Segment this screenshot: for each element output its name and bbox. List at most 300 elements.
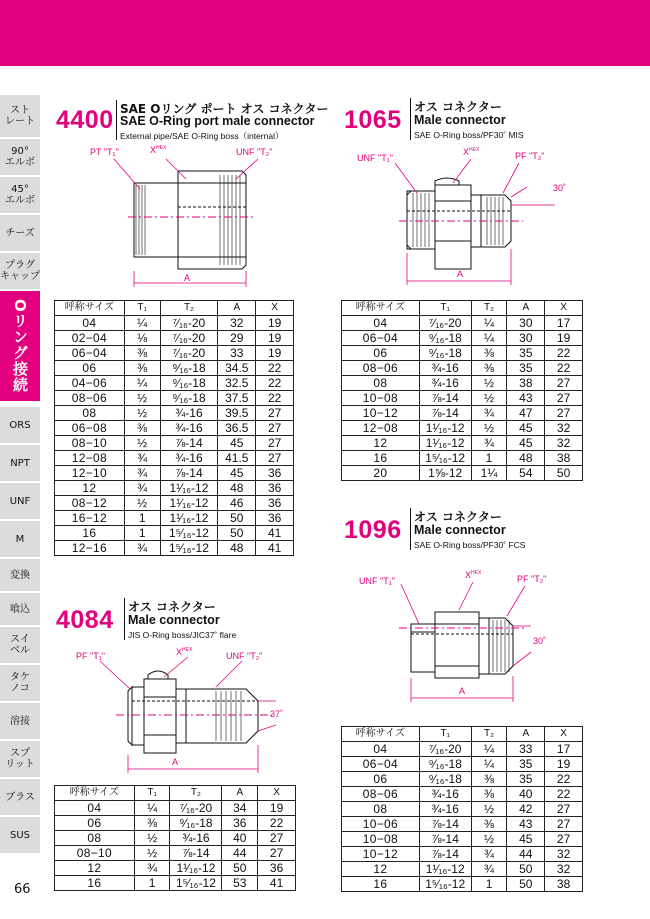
- sidebar-item-bite[interactable]: 喰込: [0, 593, 40, 625]
- product-code-1065: 1065: [344, 106, 402, 134]
- cell-a: 40: [222, 831, 258, 846]
- label-a-1065: A: [457, 269, 464, 279]
- cell-t1: ⅜: [124, 421, 160, 436]
- cell-size: 06−04: [55, 346, 125, 361]
- cell-x: 22: [258, 816, 296, 831]
- cell-a: 50: [222, 861, 258, 876]
- label-t2-1096: PF "T₂": [517, 574, 547, 584]
- cell-size: 10−08: [342, 391, 420, 406]
- cell-x: 36: [256, 511, 294, 526]
- sidebar-item-unf[interactable]: UNF: [0, 483, 40, 519]
- cell-t1: ⅜: [134, 816, 170, 831]
- cell-t2: ¾: [471, 436, 507, 451]
- table-row: [55, 421, 294, 436]
- label-a-4400: A: [184, 273, 191, 283]
- spec-table-1096: [341, 726, 583, 892]
- header-a: A: [222, 786, 258, 801]
- header-a: A: [507, 727, 545, 742]
- cell-size: 08−10: [55, 436, 125, 451]
- table-row: [55, 816, 296, 831]
- label-t1-1096: UNF "T₁": [359, 576, 395, 586]
- cell-a: 41.5: [218, 451, 256, 466]
- header-t2: T₂: [471, 301, 507, 316]
- table-row: [342, 757, 583, 772]
- cell-a: 34.5: [218, 361, 256, 376]
- table-row: [342, 406, 583, 421]
- cell-a: 50: [507, 877, 545, 892]
- cell-t1: 1¹⁄₁₆-12: [419, 421, 471, 436]
- cell-x: 19: [545, 331, 583, 346]
- cell-a: 45: [218, 436, 256, 451]
- cell-size: 08−06: [342, 787, 420, 802]
- product-name-en-1065: Male connector: [414, 113, 506, 127]
- table-row: [342, 772, 583, 787]
- cell-t1: ⅞-14: [419, 847, 471, 862]
- table-row: [55, 406, 294, 421]
- label-a-1096: A: [459, 686, 466, 696]
- cell-size: 06: [342, 772, 420, 787]
- cell-size: 08: [342, 802, 420, 817]
- cell-t1: ⅛: [124, 331, 160, 346]
- cell-a: 53: [222, 876, 258, 891]
- cell-x: 41: [256, 526, 294, 541]
- cell-x: 27: [545, 406, 583, 421]
- label-t1-1065: UNF "T₁": [357, 153, 393, 163]
- cell-t1: ¾: [124, 451, 160, 466]
- cell-t2: 1¹⁄₁₆-12: [170, 861, 222, 876]
- spec-table-4084: [54, 785, 296, 891]
- cell-size: 10−12: [342, 406, 420, 421]
- cell-t1: ¾: [124, 481, 160, 496]
- table-row: [55, 831, 296, 846]
- cell-a: 50: [218, 511, 256, 526]
- table-row: [55, 466, 294, 481]
- cell-size: 08−10: [55, 846, 135, 861]
- table-row: [342, 832, 583, 847]
- cell-x: 22: [256, 391, 294, 406]
- table-row: [342, 862, 583, 877]
- cell-t2: ⅜: [471, 817, 507, 832]
- cell-a: 48: [507, 451, 545, 466]
- table-row: [55, 376, 294, 391]
- cell-x: 27: [545, 802, 583, 817]
- cell-a: 44: [507, 847, 545, 862]
- cell-a: 32.5: [218, 376, 256, 391]
- label-t2-1065: PF "T₂": [515, 151, 545, 161]
- product-sub-1065: SAE O-Ring boss/PF30˚ MIS: [414, 130, 524, 140]
- title-divider: [410, 508, 411, 550]
- cell-t2: ½: [471, 802, 507, 817]
- cell-size: 12: [342, 862, 420, 877]
- diagram-1096: [355, 568, 575, 713]
- cell-a: 44: [222, 846, 258, 861]
- cell-t2: ⁷⁄₁₆-20: [160, 346, 218, 361]
- cell-t1: 1¹⁄₁₆-12: [419, 862, 471, 877]
- cell-a: 45: [507, 832, 545, 847]
- table-header-row: [342, 301, 583, 316]
- table-row: [55, 861, 296, 876]
- cell-t2: ¼: [471, 331, 507, 346]
- cell-size: 12−10: [55, 466, 125, 481]
- cell-t1: ½: [124, 496, 160, 511]
- header-a: A: [218, 301, 256, 316]
- cell-x: 36: [258, 861, 296, 876]
- product-name-jp-1096: オス コネクター: [414, 510, 502, 524]
- cell-a: 54: [507, 466, 545, 481]
- sidebar-item-plug-cap[interactable]: プラグ キャップ: [0, 253, 40, 289]
- cell-t1: ⅞-14: [419, 817, 471, 832]
- table-row: [55, 526, 294, 541]
- product-sub-4400: External pipe/SAE O-Ring boss（internal）: [120, 131, 284, 141]
- header-x: X: [258, 786, 296, 801]
- cell-t1: ¾: [124, 541, 160, 556]
- cell-a: 33: [218, 346, 256, 361]
- cell-size: 06−04: [342, 757, 420, 772]
- sidebar-item-swivel[interactable]: スイ ベル: [0, 627, 40, 663]
- cell-x: 22: [545, 772, 583, 787]
- cell-size: 08: [55, 406, 125, 421]
- title-divider: [116, 100, 117, 140]
- cell-x: 27: [258, 846, 296, 861]
- sidebar-item-elbow-90[interactable]: 90° エルボ: [0, 139, 40, 175]
- table-row: [342, 787, 583, 802]
- cell-t1: 1⅝-12: [419, 466, 471, 481]
- cell-a: 29: [218, 331, 256, 346]
- sidebar-item-conversion[interactable]: 変換: [0, 559, 40, 591]
- header-size: 呼称サイズ: [342, 727, 420, 742]
- cell-a: 42: [507, 802, 545, 817]
- product-name-en-4084: Male connector: [128, 613, 220, 627]
- cell-size: 16: [55, 876, 135, 891]
- cell-t2: ¾: [471, 847, 507, 862]
- header-t1: T₁: [134, 786, 170, 801]
- cell-t1: 1⁵⁄₁₆-12: [419, 877, 471, 892]
- cell-t1: ⁷⁄₁₆-20: [419, 742, 471, 757]
- cell-t1: ⁹⁄₁₆-18: [419, 331, 471, 346]
- cell-t1: 1⁵⁄₁₆-12: [419, 451, 471, 466]
- title-divider: [124, 598, 125, 640]
- cell-x: 36: [256, 481, 294, 496]
- cell-a: 32: [218, 316, 256, 331]
- cell-a: 48: [218, 541, 256, 556]
- table-row: [342, 847, 583, 862]
- cell-t2: 1¹⁄₁₆-12: [160, 511, 218, 526]
- sidebar-item-tee[interactable]: チーズ: [0, 215, 40, 251]
- header-t2: T₂: [170, 786, 222, 801]
- cell-t2: 1⁵⁄₁₆-12: [160, 526, 218, 541]
- table-row: [55, 846, 296, 861]
- cell-a: 39.5: [218, 406, 256, 421]
- cell-t1: ½: [134, 831, 170, 846]
- cell-x: 27: [545, 832, 583, 847]
- table-body-1065: [342, 316, 583, 481]
- cell-x: 17: [545, 316, 583, 331]
- cell-x: 27: [545, 391, 583, 406]
- cell-t2: 1⁵⁄₁₆-12: [160, 541, 218, 556]
- label-angle-4084: 37˚: [270, 709, 284, 719]
- header-size: 呼称サイズ: [55, 301, 125, 316]
- cell-x: 32: [545, 862, 583, 877]
- cell-x: 19: [256, 331, 294, 346]
- sidebar-item-npt[interactable]: NPT: [0, 445, 40, 481]
- table-row: [55, 876, 296, 891]
- cell-a: 43: [507, 391, 545, 406]
- cell-size: 02−04: [55, 331, 125, 346]
- cell-x: 36: [256, 466, 294, 481]
- cell-t1: ¾-16: [419, 787, 471, 802]
- cell-x: 19: [256, 346, 294, 361]
- diagram-1065: [355, 145, 575, 295]
- table-row: [342, 376, 583, 391]
- table-row: [55, 346, 294, 361]
- cell-t1: ⅜: [124, 361, 160, 376]
- table-row: [342, 742, 583, 757]
- cell-a: 48: [218, 481, 256, 496]
- cell-size: 12−08: [55, 451, 125, 466]
- cell-x: 50: [545, 466, 583, 481]
- cell-t2: ¼: [471, 742, 507, 757]
- sidebar-item-weld[interactable]: 溶接: [0, 703, 40, 739]
- label-angle-1096: 30˚: [533, 636, 547, 646]
- table-row: [342, 361, 583, 376]
- cell-a: 36.5: [218, 421, 256, 436]
- table-body-4400: [55, 316, 294, 556]
- cell-size: 16−12: [55, 511, 125, 526]
- cell-a: 34: [222, 801, 258, 816]
- cell-size: 06−08: [55, 421, 125, 436]
- cell-a: 36: [222, 816, 258, 831]
- table-row: [342, 451, 583, 466]
- cell-size: 12−08: [342, 421, 420, 436]
- cell-size: 04: [55, 801, 135, 816]
- cell-t2: ⁹⁄₁₆-18: [160, 391, 218, 406]
- cell-x: 41: [258, 876, 296, 891]
- cell-t1: 1¹⁄₁₆-12: [419, 436, 471, 451]
- cell-x: 27: [256, 451, 294, 466]
- cell-x: 22: [545, 346, 583, 361]
- cell-a: 46: [218, 496, 256, 511]
- cell-a: 30: [507, 331, 545, 346]
- title-divider: [410, 98, 411, 140]
- cell-a: 33: [507, 742, 545, 757]
- cell-x: 27: [545, 376, 583, 391]
- header-a: A: [507, 301, 545, 316]
- sidebar-item-straight[interactable]: スト レート: [0, 95, 40, 137]
- table-row: [342, 331, 583, 346]
- table-row: [55, 496, 294, 511]
- product-sub-4084: JIS O-Ring boss/JIC37˚ flare: [128, 630, 237, 640]
- cell-t2: ⁷⁄₁₆-20: [160, 316, 218, 331]
- cell-t2: ⅜: [471, 361, 507, 376]
- cell-x: 22: [256, 361, 294, 376]
- table-row: [342, 817, 583, 832]
- page-number: 66: [14, 882, 31, 897]
- cell-t2: ¾: [471, 406, 507, 421]
- table-row: [342, 316, 583, 331]
- label-t1-4084: PF "T₁": [76, 651, 105, 661]
- cell-t1: ½: [124, 436, 160, 451]
- cell-x: 36: [256, 496, 294, 511]
- cell-t2: ⅞-14: [160, 466, 218, 481]
- diagram-4400: [90, 145, 290, 295]
- spec-table-1065: [341, 300, 583, 481]
- header-t2: T₂: [160, 301, 218, 316]
- cell-size: 20: [342, 466, 420, 481]
- cell-size: 12−16: [55, 541, 125, 556]
- cell-t2: ⁷⁄₁₆-20: [160, 331, 218, 346]
- cell-x: 27: [256, 421, 294, 436]
- cell-t1: ⁷⁄₁₆-20: [419, 316, 471, 331]
- cell-a: 45: [218, 466, 256, 481]
- table-row: [55, 511, 294, 526]
- table-row: [55, 391, 294, 406]
- product-name-en-1096: Male connector: [414, 523, 506, 537]
- cell-size: 08−06: [342, 361, 420, 376]
- cell-t2: ¾-16: [160, 421, 218, 436]
- header-x: X: [545, 727, 583, 742]
- table-row: [55, 361, 294, 376]
- label-t2-4400: UNF "T₂": [236, 147, 273, 157]
- sidebar-item-o-ring[interactable]: Oリング接続: [0, 291, 40, 401]
- cell-t2: ⅞-14: [160, 436, 218, 451]
- cell-t2: ¼: [471, 757, 507, 772]
- sidebar-item-hose-barb[interactable]: タケ ノコ: [0, 665, 40, 701]
- cell-t2: ⅜: [471, 787, 507, 802]
- cell-size: 08: [55, 831, 135, 846]
- table-header-row: [55, 786, 296, 801]
- cell-size: 08−12: [55, 496, 125, 511]
- product-name-jp-4084: オス コネクター: [128, 600, 216, 614]
- cell-x: 22: [545, 787, 583, 802]
- table-row: [55, 436, 294, 451]
- sidebar-item-elbow-45[interactable]: 45° エルボ: [0, 177, 40, 213]
- header-x: X: [256, 301, 294, 316]
- cell-t1: ⁹⁄₁₆-18: [419, 772, 471, 787]
- table-header-row: [55, 301, 294, 316]
- label-a-4084: A: [172, 757, 179, 767]
- cell-size: 04: [342, 316, 420, 331]
- cell-size: 12: [342, 436, 420, 451]
- table-row: [55, 541, 294, 556]
- cell-a: 35: [507, 772, 545, 787]
- sidebar-item-sus[interactable]: SUS: [0, 817, 40, 853]
- label-hex-4084: $X^{HEX}$: [176, 647, 193, 657]
- product-code-4084: 4084: [56, 606, 114, 634]
- cell-size: 06: [55, 816, 135, 831]
- cell-t2: ¾-16: [160, 406, 218, 421]
- cell-t2: 1¼: [471, 466, 507, 481]
- cell-t2: ⁹⁄₁₆-18: [170, 816, 222, 831]
- cell-a: 45: [507, 436, 545, 451]
- table-header-row: [342, 727, 583, 742]
- label-t1-4400: PT "T₁": [90, 147, 119, 157]
- sidebar-item-split[interactable]: スプ リット: [0, 741, 40, 777]
- cell-a: 43: [507, 817, 545, 832]
- cell-t1: ¼: [134, 801, 170, 816]
- cell-t2: ¼: [471, 316, 507, 331]
- cell-size: 04: [342, 742, 420, 757]
- cell-x: 27: [545, 817, 583, 832]
- header-band: [0, 0, 650, 66]
- cell-t2: ½: [471, 832, 507, 847]
- table-row: [55, 801, 296, 816]
- cell-t2: ⁷⁄₁₆-20: [170, 801, 222, 816]
- cell-t2: ⁹⁄₁₆-18: [160, 361, 218, 376]
- cell-size: 16: [342, 877, 420, 892]
- table-row: [55, 316, 294, 331]
- header-t2: T₂: [471, 727, 507, 742]
- cell-t2: 1¹⁄₁₆-12: [160, 496, 218, 511]
- cell-a: 50: [507, 862, 545, 877]
- cell-x: 38: [545, 451, 583, 466]
- label-angle-1065: 30˚: [553, 183, 567, 193]
- product-code-4400: 4400: [56, 106, 114, 134]
- sidebar-item-brass[interactable]: ブラス: [0, 779, 40, 815]
- cell-t2: ⅜: [471, 346, 507, 361]
- header-size: 呼称サイズ: [55, 786, 135, 801]
- cell-a: 50: [218, 526, 256, 541]
- cell-t1: ½: [124, 391, 160, 406]
- cell-size: 12: [55, 481, 125, 496]
- cell-size: 12: [55, 861, 135, 876]
- table-row: [342, 421, 583, 436]
- cell-size: 04: [55, 316, 125, 331]
- cell-t1: ⅜: [124, 346, 160, 361]
- cell-x: 32: [545, 421, 583, 436]
- cell-t1: ½: [134, 846, 170, 861]
- cell-t1: ¾-16: [419, 802, 471, 817]
- cell-x: 27: [256, 436, 294, 451]
- cell-t2: 1: [471, 451, 507, 466]
- cell-x: 32: [545, 436, 583, 451]
- cell-x: 38: [545, 877, 583, 892]
- cell-size: 10−06: [342, 817, 420, 832]
- cell-x: 27: [256, 406, 294, 421]
- cell-x: 17: [545, 742, 583, 757]
- cell-size: 04−06: [55, 376, 125, 391]
- header-t1: T₁: [419, 301, 471, 316]
- cell-size: 06: [342, 346, 420, 361]
- cell-size: 10−12: [342, 847, 420, 862]
- cell-x: 19: [258, 801, 296, 816]
- label-hex-1096: $X^{HEX}$: [465, 570, 482, 580]
- cell-t2: ⁹⁄₁₆-18: [160, 376, 218, 391]
- cell-t2: ¾-16: [160, 451, 218, 466]
- cell-t2: 1⁵⁄₁₆-12: [170, 876, 222, 891]
- cell-t2: 1: [471, 877, 507, 892]
- table-row: [342, 346, 583, 361]
- cell-x: 19: [256, 316, 294, 331]
- cell-t1: ⅞-14: [419, 832, 471, 847]
- product-name-en-4400: SAE O-Ring port male connector: [120, 114, 315, 128]
- label-t2-4084: UNF "T₂": [226, 651, 263, 661]
- cell-x: 27: [258, 831, 296, 846]
- header-x: X: [545, 301, 583, 316]
- cell-size: 06−04: [342, 331, 420, 346]
- cell-x: 22: [545, 361, 583, 376]
- table-row: [342, 802, 583, 817]
- cell-a: 30: [507, 316, 545, 331]
- cell-size: 08: [342, 376, 420, 391]
- cell-x: 19: [545, 757, 583, 772]
- cell-size: 16: [55, 526, 125, 541]
- sidebar-item-m[interactable]: M: [0, 521, 40, 557]
- cell-t2: ½: [471, 391, 507, 406]
- cell-x: 22: [256, 376, 294, 391]
- sidebar-item-ors[interactable]: ORS: [0, 407, 40, 443]
- cell-size: 08−06: [55, 391, 125, 406]
- cell-t1: ⁹⁄₁₆-18: [419, 757, 471, 772]
